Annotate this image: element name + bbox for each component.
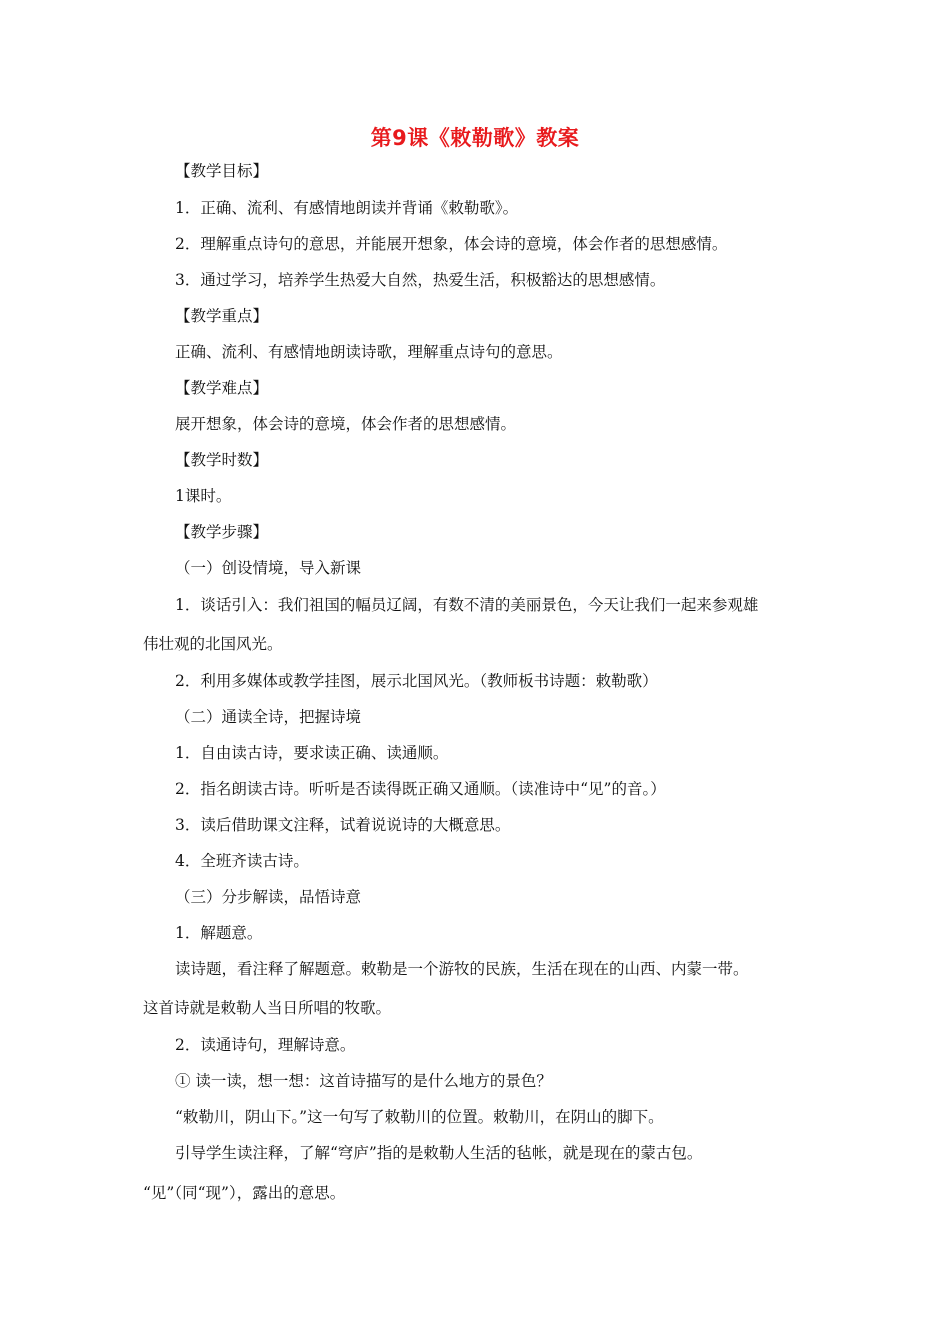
paragraph: 展开想象，体会诗的意境，体会作者的思想感情。: [175, 415, 517, 433]
paragraph: 2．利用多媒体或教学挂图，展示北国风光。（教师板书诗题：敕勒歌）: [175, 672, 658, 690]
paragraph: 2．理解重点诗句的意思，并能展开想象，体会诗的意境，体会作者的思想感情。: [175, 235, 728, 253]
paragraph: 4．全班齐读古诗。: [175, 852, 309, 870]
paragraph-continuation: “见”（同“现”），露出的意思。: [143, 1184, 346, 1202]
subsection-heading: （二）通读全诗，把握诗境: [175, 708, 362, 726]
section-heading-steps: 【教学步骤】: [175, 523, 269, 541]
section-heading-goals: 【教学目标】: [175, 162, 269, 180]
paragraph: ① 读一读，想一想：这首诗描写的是什么地方的景色？: [175, 1072, 552, 1090]
paragraph: 3．通过学习，培养学生热爱大自然，热爱生活，积极豁达的思想感情。: [175, 271, 666, 289]
paragraph: 2．指名朗读古诗。听听是否读得既正确又通顺。（读准诗中“见”的音。）: [175, 780, 666, 798]
section-heading-difficulties: 【教学难点】: [175, 379, 269, 397]
section-heading-key-points: 【教学重点】: [175, 307, 269, 325]
subsection-heading: （三）分步解读，品悟诗意: [175, 888, 362, 906]
paragraph: 3．读后借助课文注释，试着说说诗的大概意思。: [175, 816, 511, 834]
paragraph: 1．自由读古诗，要求读正确、读通顺。: [175, 744, 449, 762]
paragraph: 正确、流利、有感情地朗读诗歌，理解重点诗句的意思。: [175, 343, 563, 361]
paragraph: 读诗题，看注释了解题意。敕勒是一个游牧的民族，生活在现在的山西、内蒙一带。: [175, 960, 749, 978]
paragraph: 1．正确、流利、有感情地朗读并背诵《敕勒歌》。: [175, 199, 519, 217]
subsection-heading: （一）创设情境，导入新课: [175, 559, 362, 577]
paragraph: 引导学生读注释，了解“穹庐”指的是敕勒人生活的毡帐，就是现在的蒙古包。: [175, 1144, 703, 1162]
page-title: 第9课《敕勒歌》教案: [370, 126, 580, 150]
paragraph: 1．谈话引入：我们祖国的幅员辽阔，有数不清的美丽景色，今天让我们一起来参观雄: [175, 596, 759, 614]
paragraph-continuation: 这首诗就是敕勒人当日所唱的牧歌。: [143, 999, 392, 1017]
paragraph-continuation: 伟壮观的北国风光。: [143, 635, 283, 653]
paragraph: 1课时。: [175, 487, 232, 505]
paragraph: 1．解题意。: [175, 924, 263, 942]
paragraph: 2．读通诗句，理解诗意。: [175, 1036, 356, 1054]
paragraph: “敕勒川，阴山下。”这一句写了敕勒川的位置。敕勒川，在阴山的脚下。: [175, 1108, 664, 1126]
section-heading-hours: 【教学时数】: [175, 451, 269, 469]
